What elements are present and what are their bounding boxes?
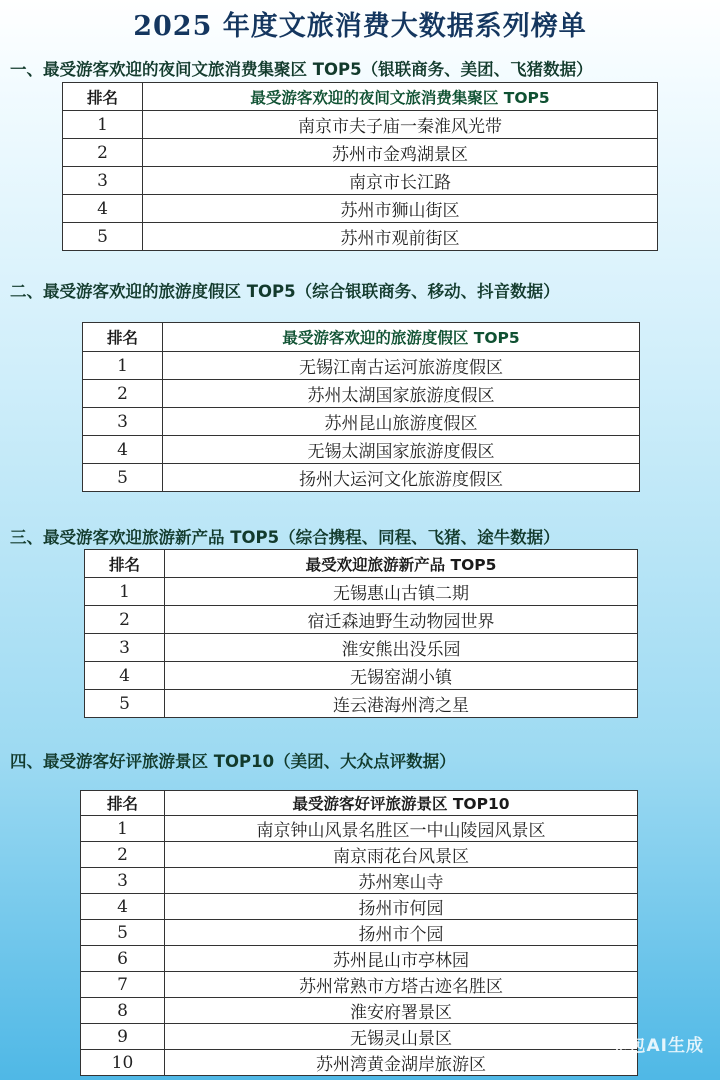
name-cell: 苏州市观前街区: [143, 223, 658, 251]
table-row: [81, 868, 638, 894]
name-cell: 无锡太湖国家旅游度假区: [163, 436, 640, 464]
table-row: [83, 464, 640, 492]
name-cell: 南京钟山风景名胜区一中山陵园风景区: [165, 816, 638, 842]
name-cell: 苏州昆山旅游度假区: [163, 408, 640, 436]
name-cell: 苏州昆山市亭林园: [165, 946, 638, 972]
table-row: [81, 998, 638, 1024]
ranking-table-4: [80, 790, 638, 1076]
table-row: [85, 690, 638, 718]
name-column-header: 最受欢迎旅游新产品 TOP5: [165, 550, 638, 578]
rank-column-header: 排名: [83, 323, 163, 352]
rank-cell: 7: [81, 972, 165, 998]
rank-cell: 4: [85, 662, 165, 690]
rank-cell: 6: [81, 946, 165, 972]
rank-cell: 2: [83, 380, 163, 408]
rank-cell: 1: [81, 816, 165, 842]
name-cell: 扬州大运河文化旅游度假区: [163, 464, 640, 492]
table-row: [81, 1050, 638, 1076]
table-row: [63, 111, 658, 139]
name-cell: 连云港海州湾之星: [165, 690, 638, 718]
table-row: [83, 380, 640, 408]
rank-column-header: 排名: [63, 83, 143, 111]
name-cell: 无锡江南古运河旅游度假区: [163, 352, 640, 380]
rank-cell: 3: [81, 868, 165, 894]
table-header-row: [81, 791, 638, 816]
ranking-table-3: [84, 549, 638, 718]
rank-cell: 3: [63, 167, 143, 195]
table-row: [83, 408, 640, 436]
name-cell: 苏州寒山寺: [165, 868, 638, 894]
name-cell: 淮安熊出没乐园: [165, 634, 638, 662]
table-row: [81, 842, 638, 868]
rank-cell: 1: [83, 352, 163, 380]
rank-cell: 9: [81, 1024, 165, 1050]
rank-cell: 5: [81, 920, 165, 946]
rank-cell: 10: [81, 1050, 165, 1076]
rank-cell: 3: [85, 634, 165, 662]
rank-column-header: 排名: [81, 791, 165, 816]
table-header-row: [63, 83, 658, 111]
ranking-table-2: [82, 322, 640, 492]
name-cell: 无锡窑湖小镇: [165, 662, 638, 690]
rank-cell: 2: [85, 606, 165, 634]
name-column-header: 最受游客欢迎的夜间文旅消费集聚区 TOP5: [143, 83, 658, 111]
table-row: [83, 352, 640, 380]
name-cell: 淮安府署景区: [165, 998, 638, 1024]
rank-cell: 2: [81, 842, 165, 868]
name-cell: 南京市夫子庙一秦淮风光带: [143, 111, 658, 139]
rank-cell: 1: [63, 111, 143, 139]
table-row: [81, 972, 638, 998]
table-row: [81, 1024, 638, 1050]
table-row: [85, 662, 638, 690]
name-cell: 扬州市个园: [165, 920, 638, 946]
name-cell: 苏州湾黄金湖岸旅游区: [165, 1050, 638, 1076]
name-cell: 苏州市狮山街区: [143, 195, 658, 223]
table-row: [85, 634, 638, 662]
name-column-header: 最受游客欢迎的旅游度假区 TOP5: [163, 323, 640, 352]
section-1-heading: 一、最受游客欢迎的夜间文旅消费集聚区 TOP5（银联商务、美团、飞猪数据）: [10, 60, 593, 79]
name-column-header: 最受游客好评旅游景区 TOP10: [165, 791, 638, 816]
table-row: [85, 578, 638, 606]
table-row: [85, 606, 638, 634]
watermark-logo: 豆包AI生成: [610, 1036, 704, 1056]
table-row: [63, 139, 658, 167]
ranking-table-1: [62, 82, 658, 251]
name-cell: 扬州市何园: [165, 894, 638, 920]
table-row: [63, 167, 658, 195]
rank-cell: 4: [63, 195, 143, 223]
table-header-row: [83, 323, 640, 352]
rank-cell: 8: [81, 998, 165, 1024]
name-cell: 无锡惠山古镇二期: [165, 578, 638, 606]
rank-cell: 5: [83, 464, 163, 492]
table-row: [81, 816, 638, 842]
section-3-heading: 三、最受游客欢迎旅游新产品 TOP5（综合携程、同程、飞猪、途牛数据）: [10, 528, 560, 547]
table-row: [63, 223, 658, 251]
name-cell: 苏州太湖国家旅游度假区: [163, 380, 640, 408]
page-title: 2025 年度文旅消费大数据系列榜单: [133, 11, 587, 42]
name-cell: 苏州市金鸡湖景区: [143, 139, 658, 167]
rank-cell: 5: [63, 223, 143, 251]
rank-cell: 4: [83, 436, 163, 464]
rank-cell: 5: [85, 690, 165, 718]
table-row: [81, 920, 638, 946]
name-cell: 南京雨花台风景区: [165, 842, 638, 868]
table-row: [81, 946, 638, 972]
rank-cell: 4: [81, 894, 165, 920]
section-4-heading: 四、最受游客好评旅游景区 TOP10（美团、大众点评数据）: [10, 752, 456, 771]
table-header-row: [85, 550, 638, 578]
name-cell: 宿迁森迪野生动物园世界: [165, 606, 638, 634]
name-cell: 苏州常熟市方塔古迹名胜区: [165, 972, 638, 998]
table-row: [83, 436, 640, 464]
rank-cell: 3: [83, 408, 163, 436]
rank-cell: 1: [85, 578, 165, 606]
name-cell: 无锡灵山景区: [165, 1024, 638, 1050]
name-cell: 南京市长江路: [143, 167, 658, 195]
table-row: [81, 894, 638, 920]
rank-cell: 2: [63, 139, 143, 167]
table-row: [63, 195, 658, 223]
section-2-heading: 二、最受游客欢迎的旅游度假区 TOP5（综合银联商务、移动、抖音数据）: [10, 282, 560, 301]
rank-column-header: 排名: [85, 550, 165, 578]
